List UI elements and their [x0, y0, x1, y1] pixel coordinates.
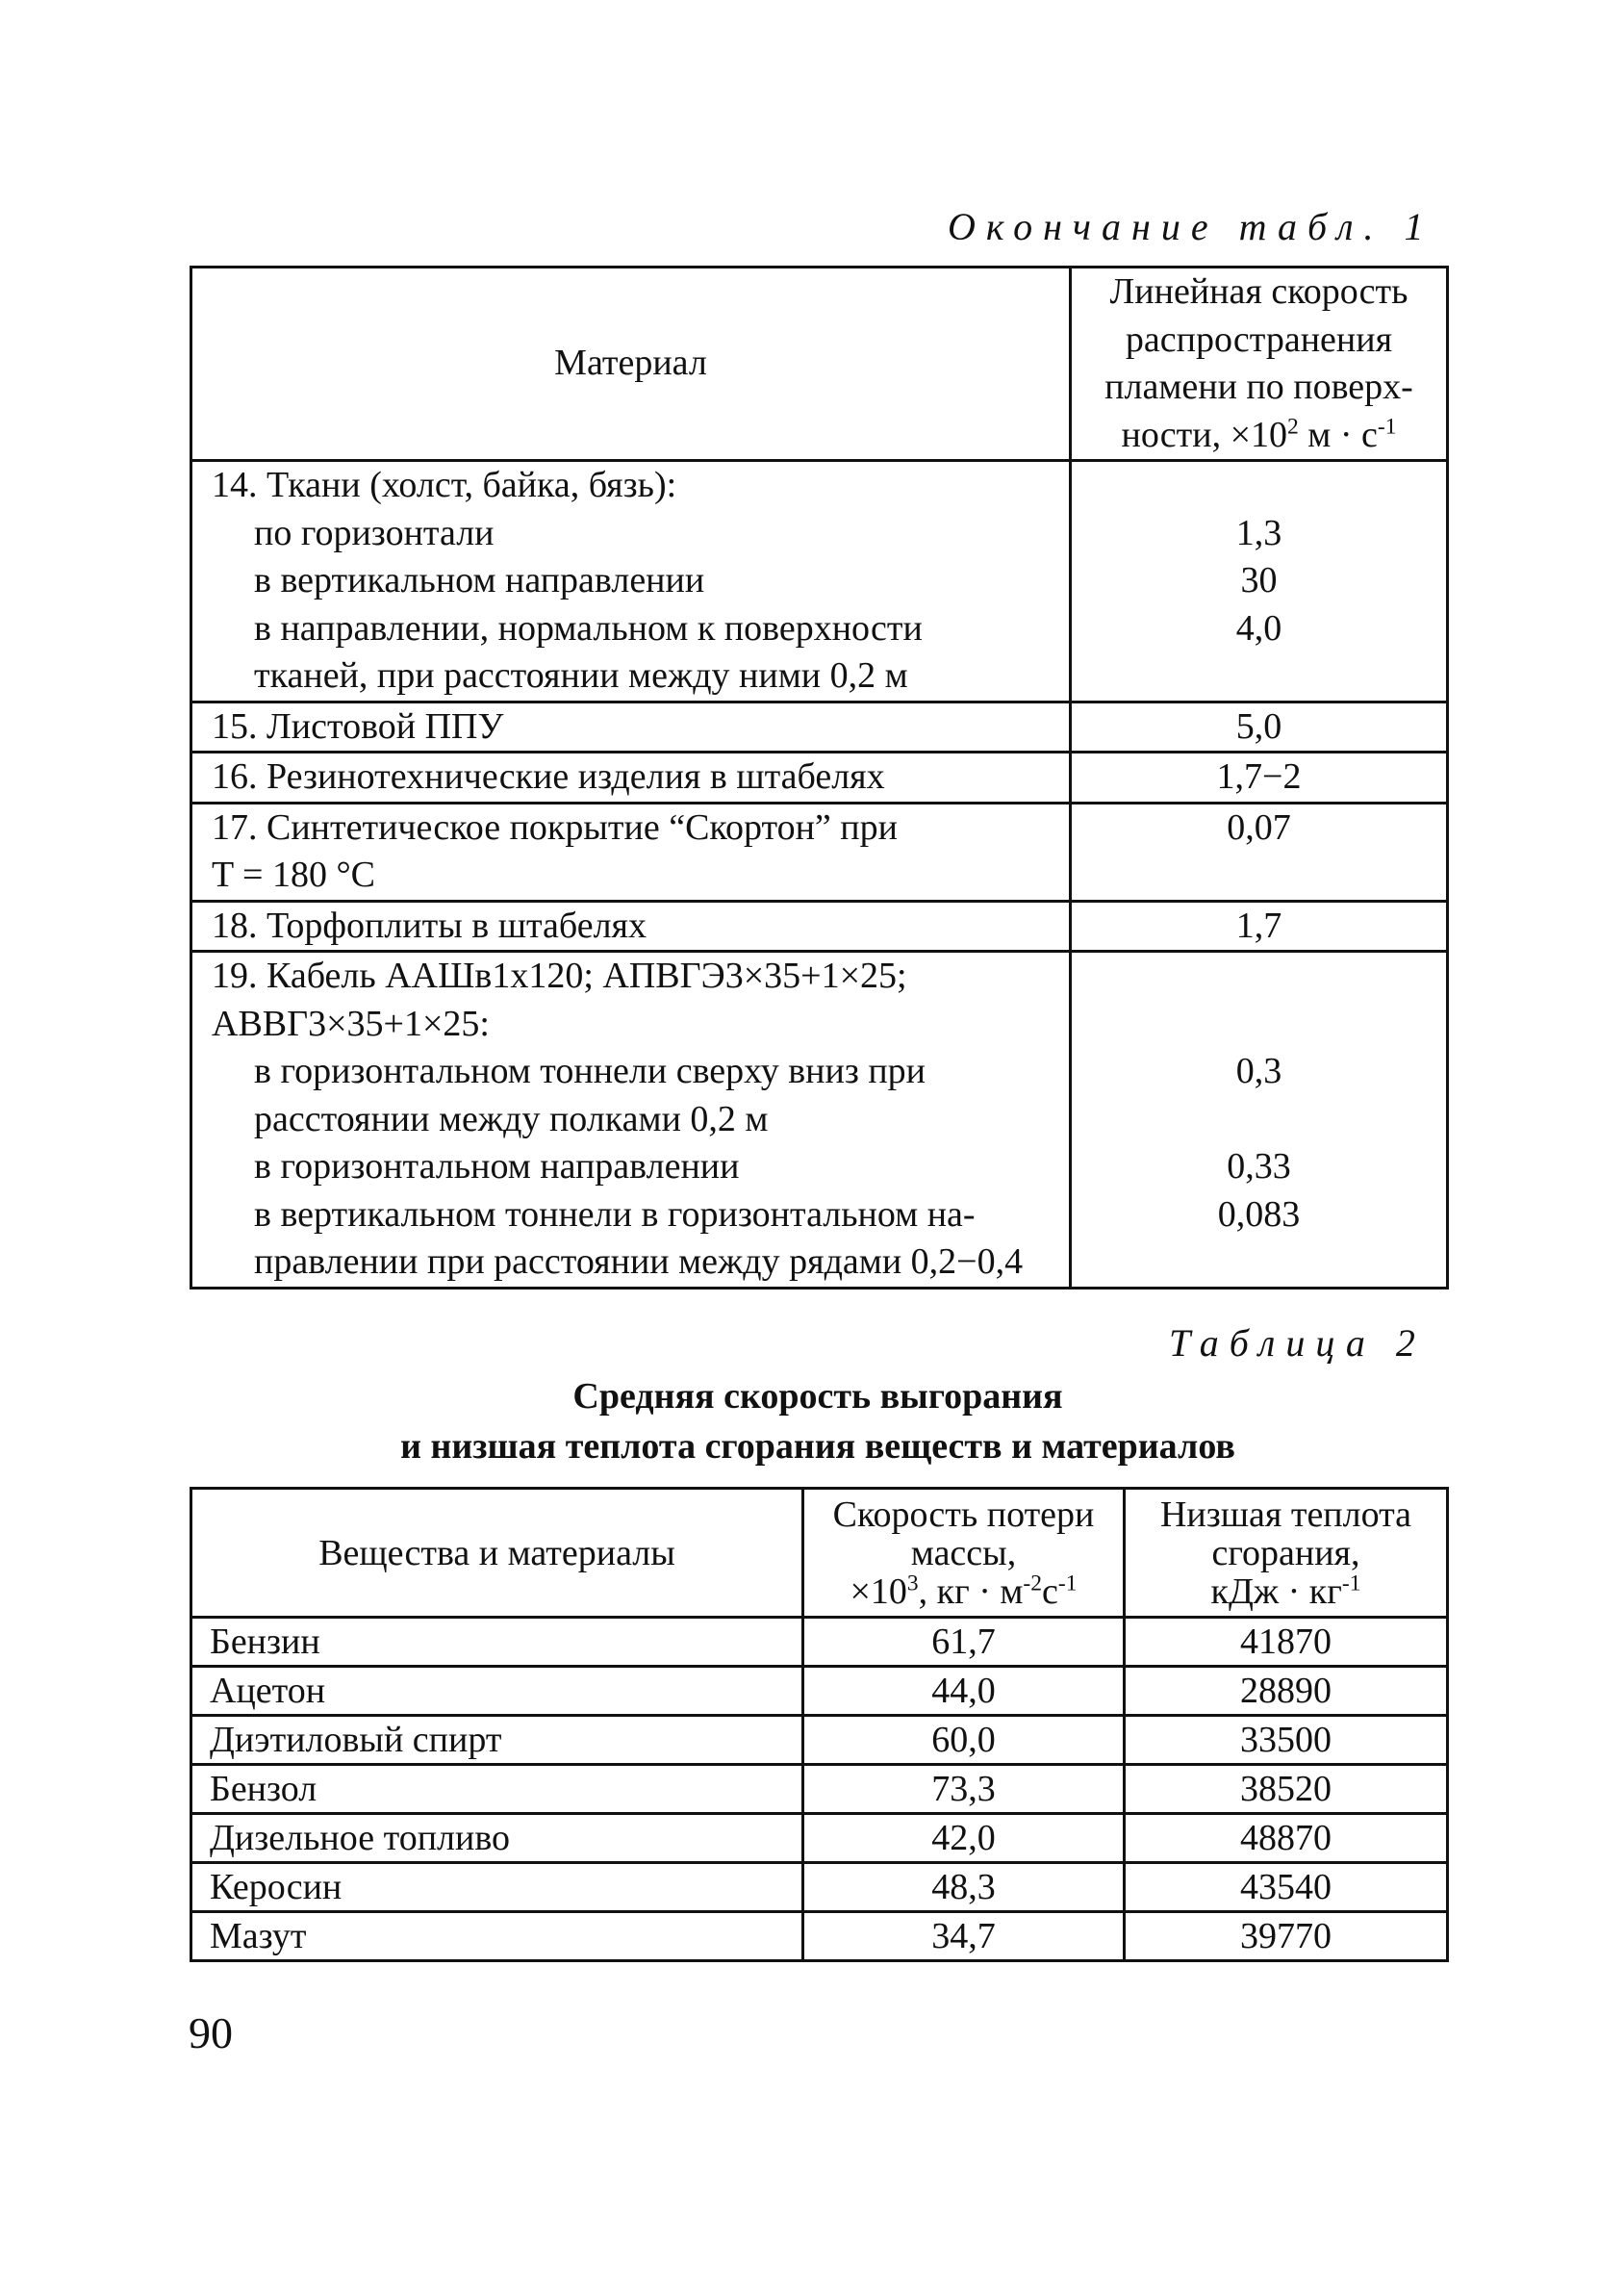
- header-flame-speed-line: распространения: [1125, 319, 1393, 360]
- table2-row: [191, 1716, 1448, 1765]
- header-heat-line: сгорания,: [1211, 1532, 1360, 1573]
- material-line: расстоянии между полками 0,2 м: [254, 1098, 769, 1139]
- table1-row: [191, 461, 1448, 702]
- flame-speed-cell: [1071, 952, 1448, 1289]
- substance-name-cell: Дизельное топливо: [191, 1814, 803, 1863]
- flame-speed-value: 30: [1240, 560, 1278, 600]
- flame-speed-value: 0,083: [1217, 1193, 1301, 1235]
- material-line: в горизонтальном тоннели сверху вниз при: [254, 1051, 926, 1091]
- page-number: 90: [189, 2008, 233, 2057]
- header-flame-speed-unit: ности, $\times 10^2$ $м \cdot с^{-1}$: [1121, 413, 1397, 455]
- flame-speed-cell: [1071, 803, 1448, 901]
- material-line: в горизонтальном направлении: [254, 1146, 740, 1187]
- material-line: 18. Торфоплиты в штабелях: [212, 905, 647, 946]
- mass-loss-cell: 42,0: [803, 1814, 1125, 1863]
- header-flame-speed: [1071, 268, 1448, 461]
- mass-loss-cell: 48,3: [803, 1863, 1125, 1912]
- material-line: правлении при расстоянии между рядами 0,2−0,4: [254, 1241, 1024, 1282]
- flame-speed-cell: [1071, 702, 1448, 753]
- header-mass-loss-unit: $\times 10^3$, кг · $м^{-2}с^{-1}$: [850, 1570, 1078, 1612]
- table2-row: [191, 1863, 1448, 1912]
- material-cell: [191, 461, 1071, 702]
- flame-speed-value: 0,07: [1227, 806, 1291, 848]
- table2-title-line2: и низшая теплота сгорания веществ и материалов: [400, 1426, 1235, 1467]
- table2-header-row: [191, 1489, 1448, 1618]
- flame-speed-value: [1072, 462, 1446, 510]
- mass-loss-cell: 34,7: [803, 1912, 1125, 1961]
- table1-row: [191, 803, 1448, 901]
- flame-speed-value: [1072, 852, 1446, 900]
- burn-rate-table: [190, 1487, 1449, 1962]
- flame-speed-value: [1072, 1096, 1446, 1144]
- material-line: 14. Ткани (холст, байка, бязь):: [212, 465, 677, 505]
- flame-speed-cell: [1071, 753, 1448, 804]
- table2-row: [191, 1765, 1448, 1814]
- material-line: T = 180 °С: [212, 855, 375, 895]
- header-heat-line: Низшая теплота: [1159, 1494, 1412, 1535]
- flame-speed-value: 0,33: [1227, 1146, 1291, 1187]
- heat-value-cell: 43540: [1125, 1863, 1448, 1912]
- flame-speed-value: 1,7: [1235, 905, 1282, 946]
- heat-value-cell: 33500: [1125, 1716, 1448, 1765]
- header-flame-speed-line: Линейная скорость: [1109, 271, 1408, 312]
- substance-name-cell: Керосин: [191, 1863, 803, 1912]
- flame-speed-value: 1,7−2: [1216, 756, 1302, 797]
- header-heat: [1125, 1489, 1448, 1618]
- material-line: в вертикальном тоннели в горизонтальном на-: [254, 1193, 976, 1235]
- material-cell: [191, 753, 1071, 804]
- mass-loss-cell: 61,7: [803, 1618, 1125, 1667]
- material-cell: [191, 803, 1071, 901]
- heat-value-cell: 28890: [1125, 1667, 1448, 1716]
- flame-speed-cell: [1071, 461, 1448, 702]
- material-cell: [191, 901, 1071, 952]
- heat-value-cell: 48870: [1125, 1814, 1448, 1863]
- material-line: 15. Листовой ППУ: [212, 705, 504, 747]
- material-line: в направлении, нормальном к поверхности: [254, 607, 923, 649]
- material-cell: [191, 952, 1071, 1289]
- flame-speed-cell: [1071, 901, 1448, 952]
- table1-row: [191, 901, 1448, 952]
- table1-row: [191, 702, 1448, 753]
- table2-row: [191, 1618, 1448, 1667]
- heat-value-cell: 38520: [1125, 1765, 1448, 1814]
- flame-speed-value: [1072, 1239, 1446, 1287]
- table2-row: [191, 1814, 1448, 1863]
- table1-row: [191, 952, 1448, 1289]
- mass-loss-cell: 44,0: [803, 1667, 1125, 1716]
- material-line: 17. Синтетическое покрытие “Скортон” при: [212, 806, 898, 848]
- substance-name-cell: Ацетон: [191, 1667, 803, 1716]
- table1-header-row: [191, 268, 1448, 461]
- mass-loss-cell: 73,3: [803, 1765, 1125, 1814]
- material-line: в вертикальном направлении: [254, 560, 705, 600]
- material-line: АВВГ3×35+1×25:: [212, 1003, 490, 1044]
- flame-speed-value: 4,0: [1235, 607, 1282, 649]
- substance-name-cell: Бензин: [191, 1618, 803, 1667]
- material-line: по горизонтали: [254, 512, 495, 553]
- material-line: 16. Резинотехнические изделия в штабелях: [212, 756, 885, 797]
- mass-loss-cell: 60,0: [803, 1716, 1125, 1765]
- table2-row: [191, 1912, 1448, 1961]
- flame-speed-value: [1072, 953, 1446, 1001]
- flame-speed-table: [190, 266, 1449, 1290]
- material-line: тканей, при расстоянии между ними 0,2 м: [254, 655, 908, 696]
- flame-speed-value: [1072, 652, 1446, 701]
- header-flame-speed-line: пламени по поверх-: [1104, 367, 1413, 407]
- flame-speed-value: [1072, 1001, 1446, 1049]
- table2-row: [191, 1667, 1448, 1716]
- table2-caption: Таблица 2: [1169, 1321, 1426, 1365]
- substance-name-cell: Мазут: [191, 1912, 803, 1961]
- heat-value-cell: 41870: [1125, 1618, 1448, 1667]
- substance-name-cell: Диэтиловый спирт: [191, 1716, 803, 1765]
- table1-row: [191, 753, 1448, 804]
- material-line: 19. Кабель ААШв1х120; АПВГЭ3×35+1×25;: [212, 956, 907, 996]
- material-cell: [191, 702, 1071, 753]
- flame-speed-value: 0,3: [1235, 1051, 1282, 1091]
- header-substance: Вещества и материалы: [191, 1489, 803, 1618]
- table1-caption: Окончание табл. 1: [948, 205, 1434, 248]
- flame-speed-value: 5,0: [1235, 705, 1282, 747]
- header-heat-unit: кДж · $кг^{-1}$: [1210, 1570, 1361, 1612]
- table2-title-line1: Средняя скорость выгорания: [572, 1376, 1063, 1417]
- heat-value-cell: 39770: [1125, 1912, 1448, 1961]
- header-mass-loss: [803, 1489, 1125, 1618]
- substance-name-cell: Бензол: [191, 1765, 803, 1814]
- header-mass-loss-line: Скорость потери: [832, 1494, 1095, 1535]
- header-material: Материал: [191, 268, 1071, 461]
- header-mass-loss-line: массы,: [910, 1532, 1017, 1573]
- flame-speed-value: 1,3: [1235, 512, 1282, 553]
